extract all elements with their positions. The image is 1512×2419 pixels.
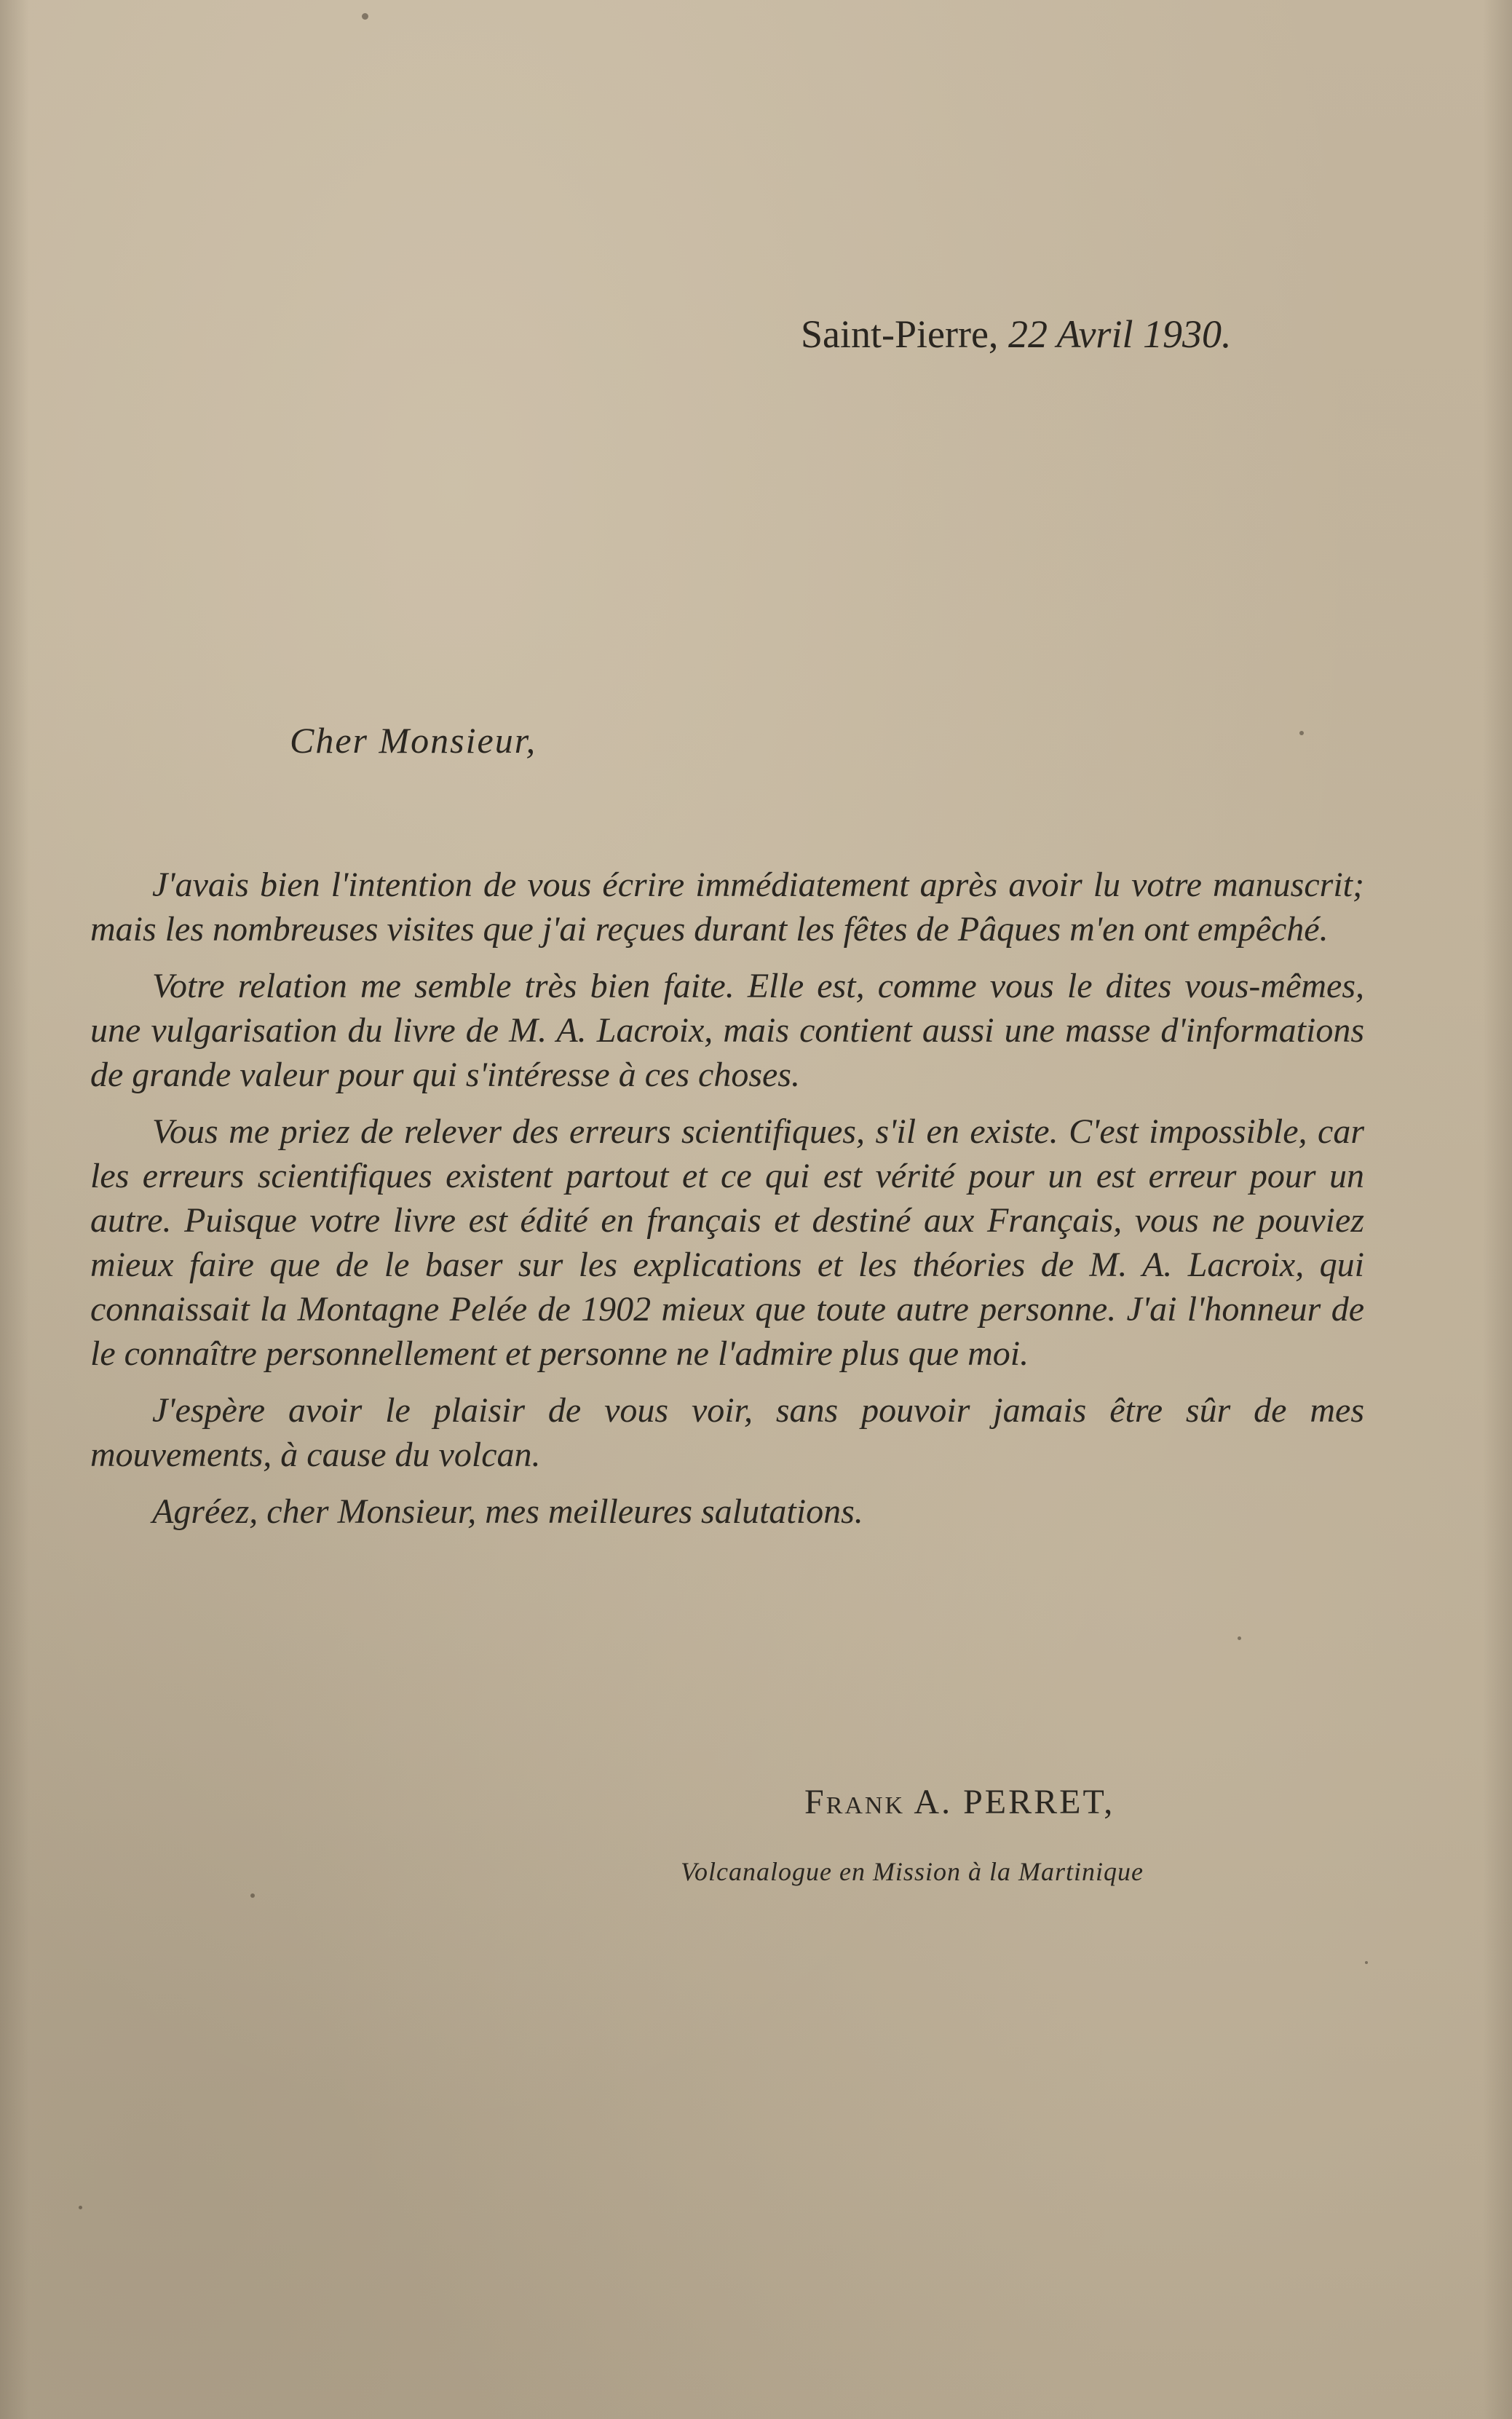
letter-paragraph: J'avais bien l'intention de vous écrire immédiatement après avoir lu votre manuscrit; mais les nombreuses visites que j'ai reçues durant les fêtes de Pâques m'en ont empêché. (90, 866, 1364, 949)
paper-speck (1238, 1636, 1241, 1640)
signature-title: Volcanalogue en Mission à la Martinique (681, 1857, 1144, 1886)
letter-paragraph: J'espère avoir le plaisir de vous voir, sans pouvoir jamais être sûr de mes mouvements, à cause du volcan. (90, 1391, 1364, 1474)
letter-paragraph: Agréez, cher Monsieur, mes meilleures salutations. (152, 1492, 863, 1531)
page-edge-shadow-right (1483, 0, 1512, 2419)
letter-paragraph: Votre relation me semble très bien faite. Elle est, comme vous le dites vous-mêmes, une vulgarisation du livre de M. A. Lacroix, mais contient aussi une masse d'informations de grande valeur pour qui s'intéresse à ces choses. (90, 967, 1364, 1094)
signature-first-name: Frank (804, 1783, 906, 1821)
letter-salutation: Cher Monsieur, (290, 720, 537, 761)
date-value: 22 Avril 1930. (1008, 312, 1232, 356)
signature-last-name: A. PERRET, (914, 1783, 1115, 1821)
paper-speck (250, 1893, 255, 1898)
paper-speck (1299, 731, 1304, 735)
date-place: Saint-Pierre, (801, 312, 999, 356)
page-edge-shadow-left (0, 0, 29, 2419)
letter-paragraph: Vous me priez de relever des erreurs scientifiques, s'il en existe. C'est impossible, car les erreurs scientifiques existent partout et ce qui est vérité pour un est erreur pour un autre. Puisque votre livre est édité en français et destiné aux Français, vous ne pouviez mieux faire que de le baser sur les explications et les théories de M. A. Lacroix, qui connaissait la Montagne Pelée de 1902 mieux que toute autre personne. J'ai l'honneur de le connaître personnellement et personne ne l'admire plus que moi. (90, 1112, 1364, 1373)
letter-body (90, 863, 1364, 1546)
paper-speck (79, 2206, 82, 2209)
paper-speck (362, 13, 368, 20)
letter-signature (804, 1782, 1115, 1822)
paper-speck (1365, 1961, 1368, 1964)
letter-dateline (801, 312, 1354, 357)
